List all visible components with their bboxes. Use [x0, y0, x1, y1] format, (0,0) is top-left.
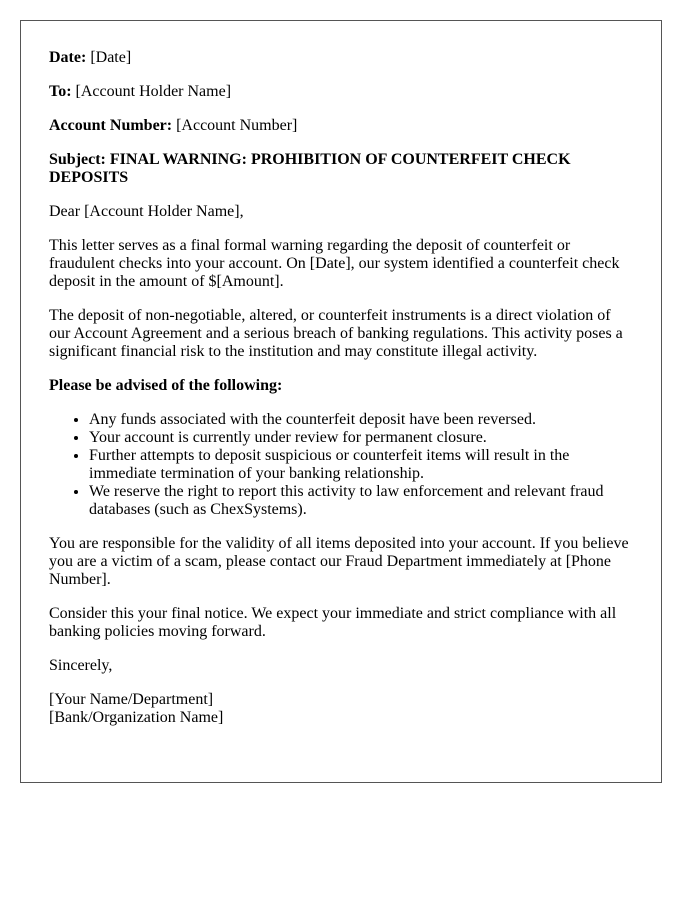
signature-organization: [Bank/Organization Name] — [49, 709, 224, 726]
signoff: Sincerely, — [49, 657, 113, 674]
subject-value: FINAL WARNING: PROHIBITION OF COUNTERFEIT CHECK DEPOSITS — [49, 151, 571, 186]
salutation: Dear [Account Holder Name], — [49, 203, 244, 220]
signature-name: [Your Name/Department] — [49, 691, 214, 708]
list-item: • Any funds associated with the counterfeit deposit have been reversed. — [89, 411, 634, 429]
to-value: [Account Holder Name] — [75, 83, 232, 100]
paragraph-responsibility: You are responsible for the validity of all items deposited into your account. If you believe you are a victim of a scam, please contact our Fraud Department immediately at [Phone Number]. — [49, 535, 629, 588]
list-item: • Your account is currently under review for permanent closure. — [89, 429, 634, 447]
letter-document — [20, 20, 662, 783]
date-label: Date: — [49, 49, 87, 66]
paragraph-warning: This letter serves as a final formal warning regarding the deposit of counterfeit or fraudulent checks into your account. On [Date], our system identified a counterfeit check deposit in the amount of $[Amount]. — [49, 237, 620, 290]
list-item: • Further attempts to deposit suspicious or counterfeit items will result in the immediate termination of your banking relationship. — [89, 447, 634, 483]
paragraph-final-notice: Consider this your final notice. We expect your immediate and strict compliance with all banking policies moving forward. — [49, 605, 617, 640]
account-number-line — [49, 117, 634, 135]
list-item: • We reserve the right to report this activity to law enforcement and relevant fraud databases (such as ChexSystems). — [89, 483, 634, 519]
subject-label: Subject: — [49, 151, 106, 168]
subject-line — [49, 151, 634, 187]
to-line — [49, 83, 634, 101]
account-number-value: [Account Number] — [176, 117, 298, 134]
paragraph-violation: The deposit of non-negotiable, altered, or counterfeit instruments is a direct violation of our Account Agreement and a serious breach of banking regulations. This activity poses a significant financial risk to the institution and may constitute illegal activity. — [49, 307, 623, 360]
date-value: [Date] — [90, 49, 132, 66]
account-number-label: Account Number: — [49, 117, 173, 134]
to-label: To: — [49, 83, 72, 100]
advisory-heading — [49, 377, 634, 395]
advisory-list — [49, 411, 634, 519]
advisory-heading-text: Please be advised of the following: — [49, 377, 283, 394]
date-line — [49, 49, 634, 67]
